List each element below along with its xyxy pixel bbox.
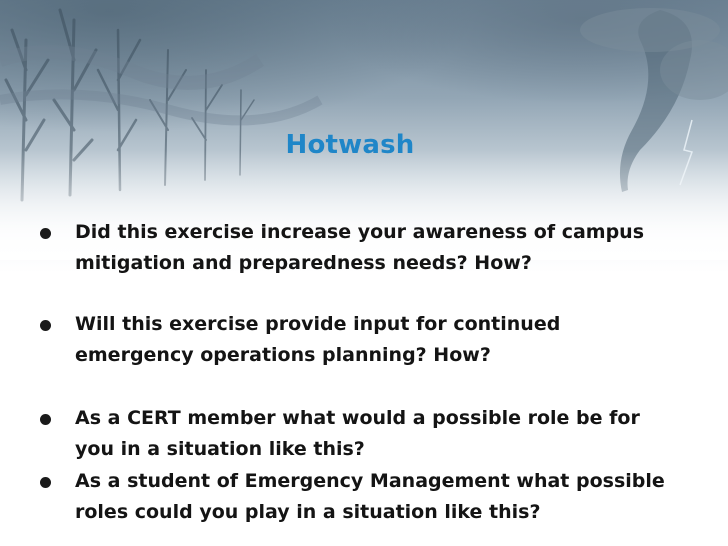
bullet-item	[40, 309, 690, 371]
bullet-text: Will this exercise provide input for continued emergency operations planning? How?	[75, 313, 561, 366]
bullet-text: As a student of Emergency Management what possible roles could you play in a situation like this?	[75, 470, 665, 523]
bullet-item	[40, 217, 690, 279]
slide-title: Hotwash	[285, 130, 415, 160]
bullet-text: As a CERT member what would a possible role be for you in a situation like this?	[75, 407, 640, 460]
bullet-icon	[40, 320, 51, 331]
bullet-icon	[40, 414, 51, 425]
bullet-item	[40, 403, 690, 465]
bullet-icon	[40, 228, 51, 239]
bullet-item	[40, 466, 690, 528]
bullet-icon	[40, 477, 51, 488]
bullet-text: Did this exercise increase your awareness of campus mitigation and preparedness needs? How?	[75, 221, 645, 274]
